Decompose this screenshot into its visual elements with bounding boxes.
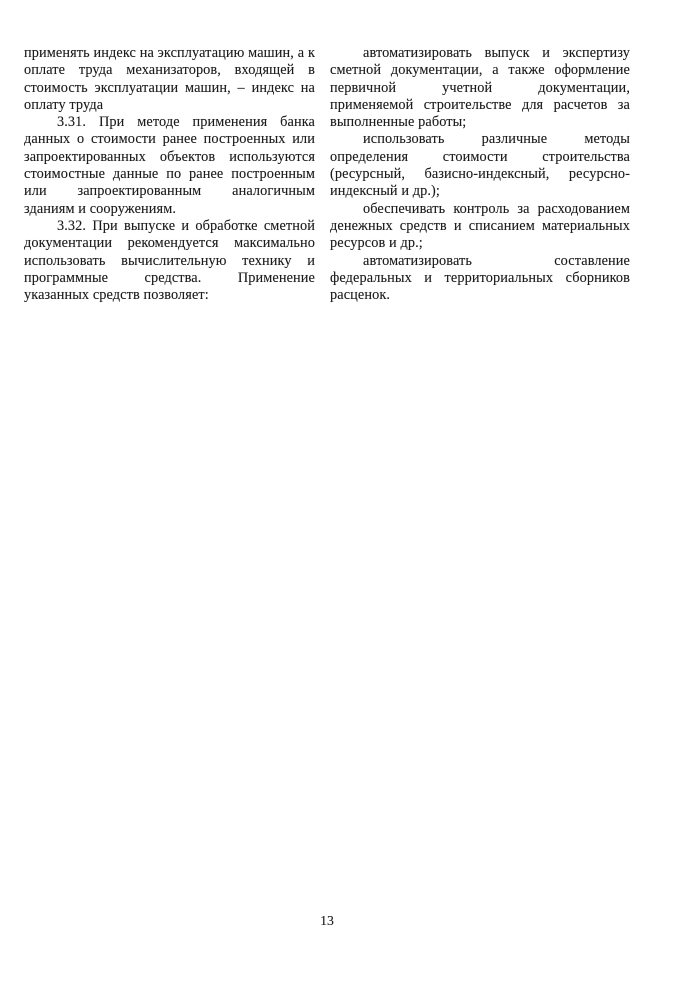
left-column [24,45,315,304]
page-number: 13 [320,913,334,928]
right-column [330,45,630,304]
text-columns [24,45,630,304]
list-item-cost-methods: использовать различные методы определения стоимости строительства (ресурсный, базисно-индексный, ресурсно-индексный и др.); [330,131,630,200]
list-item-compile-collections: автоматизировать составление федеральных и территориальных сборников расценок. [330,252,630,304]
paragraph-continuation: применять индекс на эксплуатацию машин, а к оплате труда механизаторов, входящей в стоимость эксплуатации машин, – индекс на оплату труда [24,45,315,113]
list-item-control-spending: обеспечивать контроль за расходованием денежных средств и списанием материальных ресурсов и др.; [330,200,630,252]
paragraph-3-32: 3.32. При выпуске и обработке сметной документации рекомендуется максимально использовать вычислительную технику и программные средства. Применение указанных средств позволяет: [24,217,315,304]
paragraph-3-31: 3.31. При методе применения банка данных о стоимости ранее построенных или запроектированных объектов используются стоимостные данные по ранее построенным или запроектированным аналогичным зданиям и сооружениям. [24,114,315,217]
list-item-automate-output: автоматизировать выпуск и экспертизу сметной документации, а также оформление первичной учетной документации, применяемой строительстве для расчетов за выполненные работы; [330,45,630,131]
